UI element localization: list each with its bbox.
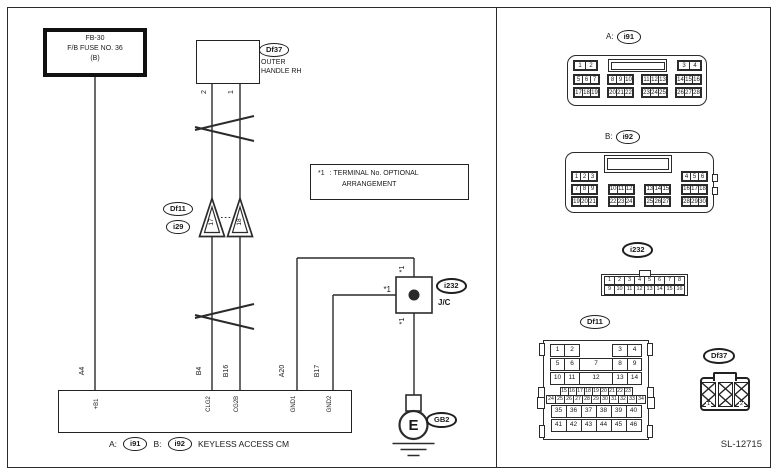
pin-cell: 9: [604, 285, 615, 295]
pin-cell: 32: [618, 395, 628, 404]
panel-oval-i92: i92: [616, 130, 640, 144]
pin-cell: 8: [674, 276, 685, 286]
connector-ref-df37: Df37: [259, 43, 289, 57]
df11-ear: [539, 343, 545, 356]
pin-cell: 25: [555, 395, 565, 404]
df11-row6: [551, 405, 642, 418]
pin-cell: 3: [624, 276, 635, 286]
pin-cell: [579, 344, 613, 357]
pin-cell: 8: [608, 75, 617, 84]
pin-group: [573, 60, 598, 71]
ground-e-label: E: [408, 417, 419, 434]
pin-label-b4: B4: [195, 366, 203, 376]
pin-group: [608, 196, 635, 207]
pin-cell: 23: [643, 89, 650, 96]
df11-row3: [550, 372, 642, 385]
pin-group: [573, 87, 600, 98]
pin-cell: 5: [550, 358, 565, 371]
pin-cell: 2: [580, 172, 589, 181]
i91-row3: [573, 87, 702, 98]
pin-cell: 19: [573, 198, 580, 205]
pin-cell: 45: [611, 419, 627, 432]
pin-cell: 33: [627, 395, 637, 404]
note-star: *1: [318, 170, 325, 177]
star1-bottom: *1: [396, 317, 406, 325]
pin-cell: 38: [596, 405, 612, 418]
pin-cell: 15: [560, 387, 569, 396]
pin-cell: 2: [585, 61, 597, 70]
pin-cell: 5: [574, 75, 583, 84]
pin-group: [644, 196, 671, 207]
pin-group: [607, 74, 634, 85]
pin-group: [571, 196, 598, 207]
pin-label-b16: B16: [222, 364, 230, 378]
i92-row2: [571, 184, 708, 195]
df37-pin-1: 1: [707, 400, 711, 407]
outer-handle-line1: OUTER: [261, 59, 286, 66]
pin-cell: 12: [625, 186, 633, 192]
pin-cell: 37: [581, 405, 597, 418]
pin-group: [571, 171, 598, 182]
pin-cell: 4: [682, 172, 691, 181]
pin-cell: 29: [691, 198, 698, 205]
pin-group: [681, 196, 708, 207]
fuse-line1: FB-30: [85, 35, 105, 42]
pin-cell: 21: [617, 89, 624, 96]
i91-row1-right: [677, 60, 702, 71]
connector-ref-i232: i232: [436, 278, 467, 294]
pin-cell: 8: [612, 358, 628, 371]
pin-cell: 5: [690, 172, 699, 181]
i91-row2: [573, 74, 702, 85]
star1-left: *1: [383, 285, 391, 294]
pin-cell: 13: [659, 76, 666, 83]
terminal-label-gnd2: GND2: [327, 395, 333, 413]
connector-ref-i92: i92: [168, 437, 192, 451]
pin-cell: 21: [589, 198, 596, 205]
df37-top-tab: [713, 372, 737, 381]
panel-label-i92: [605, 130, 640, 144]
pin-cell: 28: [693, 89, 700, 96]
pin-cell: 27: [573, 395, 583, 404]
df11-ear: [537, 397, 545, 409]
panel-oval-i91: i91: [617, 30, 641, 44]
pin-cell: 34: [636, 395, 646, 404]
pin-cell: 1: [550, 344, 565, 357]
df11-row7: [551, 419, 642, 432]
connector-ref-df11: Df11: [163, 202, 193, 216]
i232-row1: [604, 276, 685, 286]
pin-cell: 18: [699, 186, 706, 192]
pin-group: [641, 87, 668, 98]
pin-label-1: 1: [227, 90, 235, 94]
connector-ref-gb2: GB2: [426, 412, 457, 428]
pin-cell: 27: [662, 198, 670, 205]
outer-handle-rh-label: [261, 58, 301, 77]
terminal-label-clg2: CLG2: [206, 396, 212, 412]
i92-row1-left: [571, 171, 598, 182]
i92-row3: [571, 196, 708, 207]
pin-cell: 17: [575, 89, 582, 96]
note-box: [310, 164, 469, 200]
pin-cell: 26: [654, 198, 662, 205]
wire-b17: [333, 295, 396, 390]
pin-cell: 12: [579, 372, 613, 385]
pin-cell: 36: [566, 405, 582, 418]
i92-slot: [604, 155, 672, 173]
fuse-line3: (B): [90, 55, 100, 63]
pin-cell: 2: [564, 344, 580, 357]
connector-view-i91: [567, 55, 707, 106]
pin-cell: 19: [592, 387, 601, 396]
pin-cell: 14: [677, 76, 684, 83]
fuse-line2: F/B FUSE NO. 36: [67, 45, 123, 53]
panel-oval-df37: Df37: [703, 348, 735, 364]
pin-cell: 16: [568, 387, 577, 396]
terminal-label-b1: +B1: [94, 398, 100, 410]
pin-cell: 10: [609, 186, 617, 192]
pin-group: [675, 87, 702, 98]
i92-side-tab: [712, 174, 718, 182]
cm-caption: [109, 437, 289, 451]
pin-cell: 23: [617, 198, 625, 205]
pin-cell: 6: [698, 172, 707, 181]
pin-group: [677, 60, 702, 71]
pin-cell: 24: [651, 89, 658, 96]
pin-cell: 10: [614, 285, 625, 295]
pin-cell: 25: [646, 198, 654, 205]
pin-label-a4: A4: [78, 366, 86, 376]
pin-cell: 16: [674, 285, 685, 295]
pin-cell: 6: [564, 358, 580, 371]
pin-group: [607, 87, 634, 98]
pin-cell: 8: [580, 185, 589, 194]
panel-divider: [496, 7, 497, 468]
pin-cell: 9: [627, 358, 642, 371]
i232-top-tab: [639, 270, 651, 276]
connector-view-i232: [601, 274, 688, 296]
pin-cell: 14: [654, 186, 662, 192]
panel-a-prefix: A:: [606, 32, 614, 42]
pin-cell: 27: [685, 89, 692, 96]
pin-cell: 11: [624, 285, 635, 295]
pin-label-b17: B17: [313, 364, 321, 378]
pin-cell: 30: [699, 198, 706, 205]
figure-code: SL-12715: [720, 439, 762, 450]
pin-cell: 25: [659, 89, 666, 96]
pin-cell: 1: [604, 276, 615, 286]
pin-cell: 6: [654, 276, 665, 286]
pin-cell: 24: [625, 198, 633, 205]
note-line1: : TERMINAL No. OPTIONAL: [329, 170, 419, 177]
df11-ear: [647, 343, 653, 356]
pin-cell: 10: [550, 372, 565, 385]
df11-row5: [546, 395, 646, 404]
pin-cell: 7: [590, 75, 599, 84]
pin-cell: 12: [634, 285, 645, 295]
pin-cell: 31: [609, 395, 619, 404]
connector-view-df37: [700, 377, 750, 411]
pin-cell: 4: [689, 61, 701, 70]
df11-ear: [539, 425, 545, 438]
pin-cell: 35: [551, 405, 567, 418]
pin-cell: 41: [551, 419, 567, 432]
pin-group: [681, 171, 708, 182]
pin-cell: 7: [579, 358, 613, 371]
i92-side-tab: [712, 187, 718, 195]
pin-cell: 7: [572, 185, 581, 194]
triangle-pin-18: 18: [235, 218, 243, 226]
fuse-box-fb30: [43, 28, 147, 77]
pin-cell: 4: [627, 344, 642, 357]
pin-cell: 39: [611, 405, 627, 418]
connector-view-df11: [543, 340, 649, 440]
panel-oval-i232: i232: [622, 242, 653, 258]
df37-blocked-cavity: [718, 382, 733, 407]
panel-b-prefix: B:: [605, 132, 613, 142]
i91-slot: [608, 59, 667, 72]
pin-group: [644, 184, 671, 195]
pin-cell: 12: [651, 76, 658, 83]
df11-row1: [550, 344, 642, 357]
pin-cell: 16: [693, 76, 700, 83]
jc-label: J/C: [438, 298, 451, 307]
pin-cell: 24: [546, 395, 556, 404]
pin-cell: 18: [584, 387, 593, 396]
panel-oval-df11: Df11: [580, 315, 610, 329]
pin-group: [641, 74, 668, 85]
label-a: A:: [109, 438, 118, 449]
pin-cell: 11: [564, 372, 580, 385]
pin-cell: 18: [583, 89, 590, 96]
pin-group: [573, 74, 600, 85]
panel-label-i91: [606, 30, 641, 44]
pin-cell: 22: [616, 387, 625, 396]
triangle-pin-17: 17: [207, 218, 215, 226]
df11-row2: [550, 358, 642, 371]
i232-row2: [604, 285, 685, 295]
pin-cell: 17: [691, 186, 698, 192]
pin-cell: 13: [646, 186, 654, 192]
pin-cell: 16: [683, 186, 690, 192]
pin-group: [571, 184, 598, 195]
outer-handle-line2: HANDLE RH: [261, 68, 302, 76]
pin-cell: 9: [588, 185, 597, 194]
pin-cell: 3: [678, 61, 690, 70]
pin-cell: 15: [685, 76, 692, 83]
pin-cell: 1: [574, 61, 586, 70]
df11-ear: [647, 425, 653, 438]
star1-top: *1: [396, 265, 406, 273]
connector-ref-i91: i91: [123, 437, 147, 451]
pin-cell: 19: [591, 89, 598, 96]
pin-cell: 22: [625, 89, 632, 96]
pin-label-a20: A20: [278, 364, 286, 378]
pin-cell: 11: [643, 76, 650, 83]
df11-ear: [647, 397, 655, 409]
pin-cell: 4: [634, 276, 645, 286]
pin-cell: 1: [572, 172, 581, 181]
pin-cell: 17: [576, 387, 585, 396]
pin-group: [681, 184, 708, 195]
pin-label-2: 2: [200, 90, 208, 94]
pin-cell: 43: [581, 419, 597, 432]
terminal-label-gnd1: GND1: [291, 395, 297, 413]
pin-cell: 7: [664, 276, 675, 286]
pin-cell: 23: [624, 387, 633, 396]
pin-cell: 42: [566, 419, 582, 432]
connector-ref-i29: i29: [166, 220, 190, 234]
pin-cell: 30: [600, 395, 610, 404]
cm-name: KEYLESS ACCESS CM: [197, 438, 290, 449]
i91-row1-left: [573, 60, 598, 71]
connector-view-i92: [565, 152, 714, 213]
df37-pin-2: 2: [739, 400, 743, 407]
pin-cell: 46: [626, 419, 642, 432]
pin-cell: 5: [644, 276, 655, 286]
pin-cell: 9: [616, 75, 625, 84]
pin-cell: 14: [627, 372, 642, 385]
pin-cell: 40: [626, 405, 642, 418]
pin-group: [608, 184, 635, 195]
pin-cell: 26: [564, 395, 574, 404]
pin-cell: 6: [582, 75, 591, 84]
i92-row1-right: [681, 171, 708, 182]
pin-cell: 20: [609, 89, 616, 96]
pin-group: [675, 74, 702, 85]
pin-cell: 20: [600, 387, 609, 396]
pin-cell: 10: [625, 76, 632, 83]
pin-cell: 22: [609, 198, 617, 205]
pin-cell: 26: [677, 89, 684, 96]
pin-cell: 11: [618, 186, 625, 192]
pin-cell: 21: [608, 387, 617, 396]
pin-cell: 15: [664, 285, 675, 295]
pin-cell: 13: [612, 372, 628, 385]
pin-cell: 14: [654, 285, 665, 295]
pin-cell: 3: [612, 344, 628, 357]
pin-cell: 3: [588, 172, 597, 181]
pin-cell: 28: [582, 395, 592, 404]
pin-cell: 15: [662, 186, 670, 192]
note-line2: ARRANGEMENT: [342, 180, 397, 188]
pin-cell: 2: [614, 276, 625, 286]
pin-cell: 29: [591, 395, 601, 404]
pin-cell: 28: [683, 198, 690, 205]
pin-cell: 44: [596, 419, 612, 432]
pin-cell: 20: [581, 198, 588, 205]
label-b: B:: [153, 438, 162, 449]
terminal-label-cg2b: CG2B: [234, 395, 240, 413]
pin-cell: 13: [644, 285, 655, 295]
